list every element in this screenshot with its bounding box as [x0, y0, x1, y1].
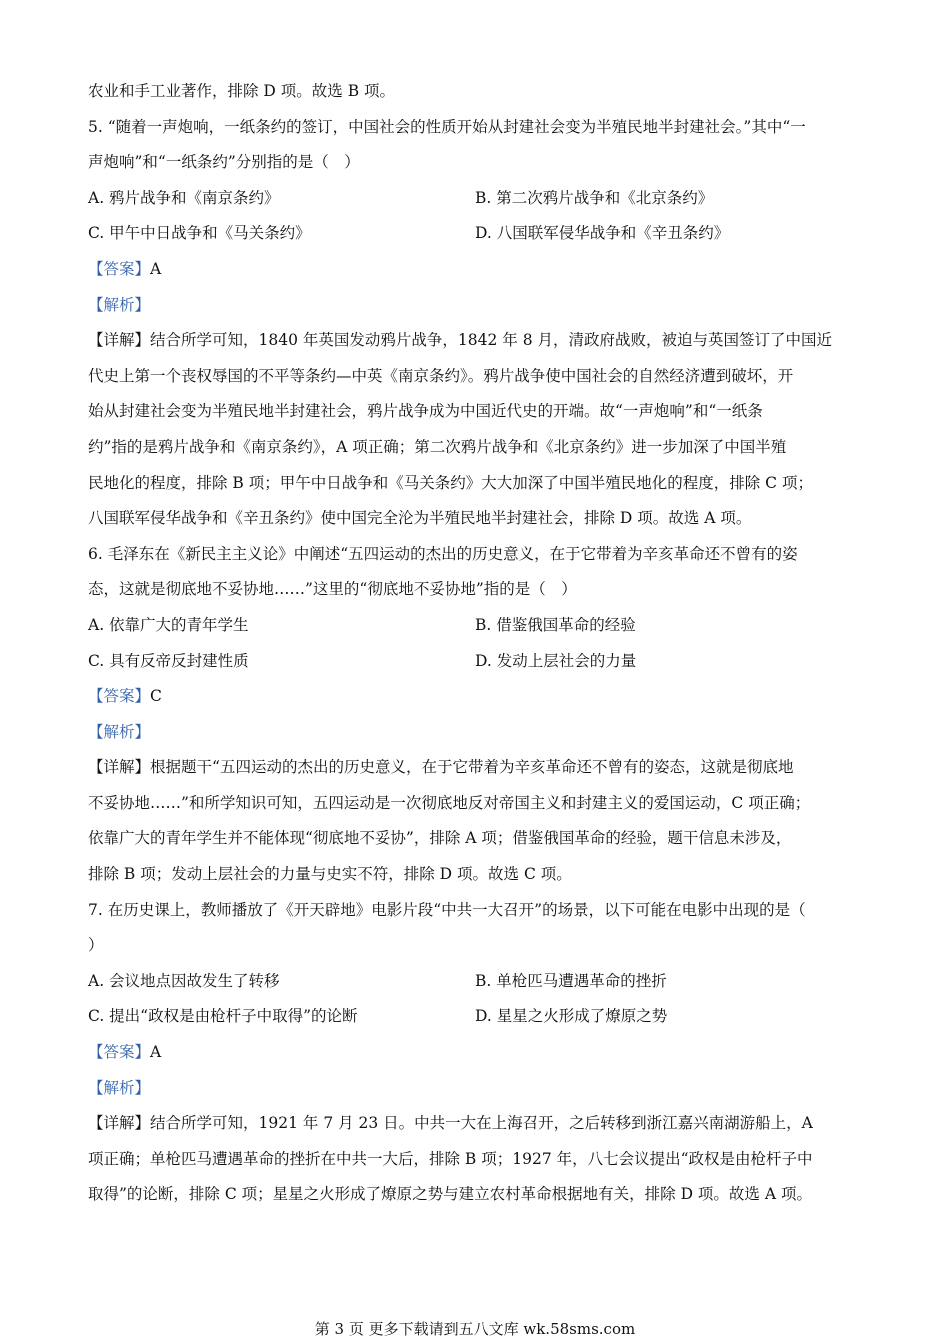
explanation-line: 取得”的论断，排除 C 项；星星之火形成了燎原之势与建立农村革命根据地有关，排除 D 项。故选 A 项。 [88, 1185, 812, 1204]
option-b: B. 借鉴俄国革命的经验 [475, 615, 636, 634]
option-c: C. 甲午中日战争和《马关条约》 [88, 224, 311, 243]
question-7-stem: 7. 在历史课上，教师播放了《开天辟地》电影片段“中共一大召开”的场景，以下可能在电影中出现的是（ [88, 900, 806, 919]
option-d: D. 发动上层社会的力量 [475, 651, 637, 670]
text-line: 农业和手工业著作，排除 D 项。故选 B 项。 [88, 82, 396, 100]
explanation-line: 项正确；单枪匹马遭遇革命的挫折在中共一大后，排除 B 项；1927 年，八七会议提出“政权是由枪杆子中 [88, 1149, 813, 1168]
answer-line [88, 679, 868, 715]
option-c: C. 提出“政权是由枪杆子中取得”的论断 [88, 1007, 358, 1026]
analysis-tag: 【解析】 [88, 295, 151, 314]
question-5-options-row-1 [88, 181, 868, 217]
answer-value: C [150, 687, 162, 706]
explanation-line [88, 323, 868, 359]
question-5-options-row-2 [88, 216, 868, 252]
analysis-line [88, 288, 868, 324]
answer-value: A [150, 259, 162, 278]
explanation-line: 不妥协地……”和所学知识可知，五四运动是一次彻底地反对帝国主义和封建主义的爱国运动，C 项正确； [88, 793, 811, 812]
answer-value: A [150, 1043, 162, 1062]
document-page [88, 74, 868, 1213]
question-7-options-row-1 [88, 964, 868, 1000]
option-b: B. 第二次鸦片战争和《北京条约》 [475, 188, 714, 207]
explanation-line: 依靠广大的青年学生并不能体现“彻底地不妥协”，排除 A 项；借鉴俄国革命的经验，题干信息未涉及， [88, 829, 792, 848]
analysis-line [88, 1071, 868, 1107]
answer-tag: 【答案】 [88, 687, 151, 706]
option-d: D. 星星之火形成了燎原之势 [475, 1007, 668, 1026]
question-6-stem-cont: 态，这就是彻底地不妥协地……”这里的“彻底地不妥协地”指的是（ ） [88, 580, 577, 599]
explanation-line: 民地化的程度，排除 B 项；甲午中日战争和《马关条约》大大加深了中国半殖民地化的程度，排除 C 项； [88, 473, 813, 492]
explanation-line [88, 1106, 868, 1142]
explanation-text: 根据题干“五四运动的杰出的历史意义，在于它带着为辛亥革命还不曾有的姿态，这就是彻底地 [150, 758, 794, 777]
answer-line [88, 1035, 868, 1071]
question-5-stem-cont: 声炮响”和“一纸条约”分别指的是（ ） [88, 153, 360, 172]
question-6-options-row-1 [88, 608, 868, 644]
option-d: D. 八国联军侵华战争和《辛丑条约》 [475, 224, 730, 243]
explanation-line: 始从封建社会变为半殖民地半封建社会，鸦片战争成为中国近代史的开端。故“一声炮响”和“一纸条 [88, 402, 763, 421]
answer-tag: 【答案】 [88, 1043, 151, 1062]
option-b: B. 单枪匹马遭遇革命的挫折 [475, 971, 667, 990]
question-7-stem-cont: ） [88, 936, 104, 955]
option-c: C. 具有反帝反封建性质 [88, 651, 249, 670]
explanation-tag: 【详解】 [88, 331, 151, 350]
question-7-options-row-2 [88, 999, 868, 1035]
question-6-stem: 6. 毛泽东在《新民主主义论》中阐述“五四运动的杰出的历史意义，在于它带着为辛亥革命还不曾有的姿 [88, 544, 798, 563]
explanation-text: 结合所学可知，1840 年英国发动鸦片战争，1842 年 8 月，清政府战败，被迫与英国签订了中国近 [150, 331, 832, 350]
question-5-stem: 5. “随着一声炮响，一纸条约的签订，中国社会的性质开始从封建社会变为半殖民地半封建社会。”其中“一 [88, 117, 806, 136]
answer-line [88, 252, 868, 288]
option-a: A. 依靠广大的青年学生 [88, 615, 249, 634]
analysis-line [88, 715, 868, 751]
question-6-options-row-2 [88, 644, 868, 680]
explanation-line: 排除 B 项；发动上层社会的力量与史实不符，排除 D 项。故选 C 项。 [88, 865, 572, 884]
explanation-tag: 【详解】 [88, 758, 151, 777]
explanation-text: 结合所学可知，1921 年 7 月 23 日。中共一大在上海召开，之后转移到浙江嘉兴南湖游船上，A [150, 1114, 813, 1133]
page-footer: 第 3 页 更多下载请到五八文库 wk.58sms.com [314, 1320, 636, 1338]
analysis-tag: 【解析】 [88, 1078, 151, 1097]
option-a: A. 会议地点因故发生了转移 [88, 971, 280, 990]
option-a: A. 鸦片战争和《南京条约》 [88, 188, 280, 207]
analysis-tag: 【解析】 [88, 722, 151, 741]
explanation-line: 约”指的是鸦片战争和《南京条约》，A 项正确；第二次鸦片战争和《北京条约》进一步加深了中国半殖 [88, 437, 787, 456]
answer-tag: 【答案】 [88, 259, 151, 278]
explanation-line [88, 750, 868, 786]
explanation-tag: 【详解】 [88, 1114, 151, 1133]
explanation-line: 代史上第一个丧权辱国的不平等条约—中英《南京条约》。鸦片战争使中国社会的自然经济遭到破坏，开 [88, 366, 794, 385]
explanation-line: 八国联军侵华战争和《辛丑条约》使中国完全沦为半殖民地半封建社会，排除 D 项。故选 A 项。 [88, 509, 752, 528]
